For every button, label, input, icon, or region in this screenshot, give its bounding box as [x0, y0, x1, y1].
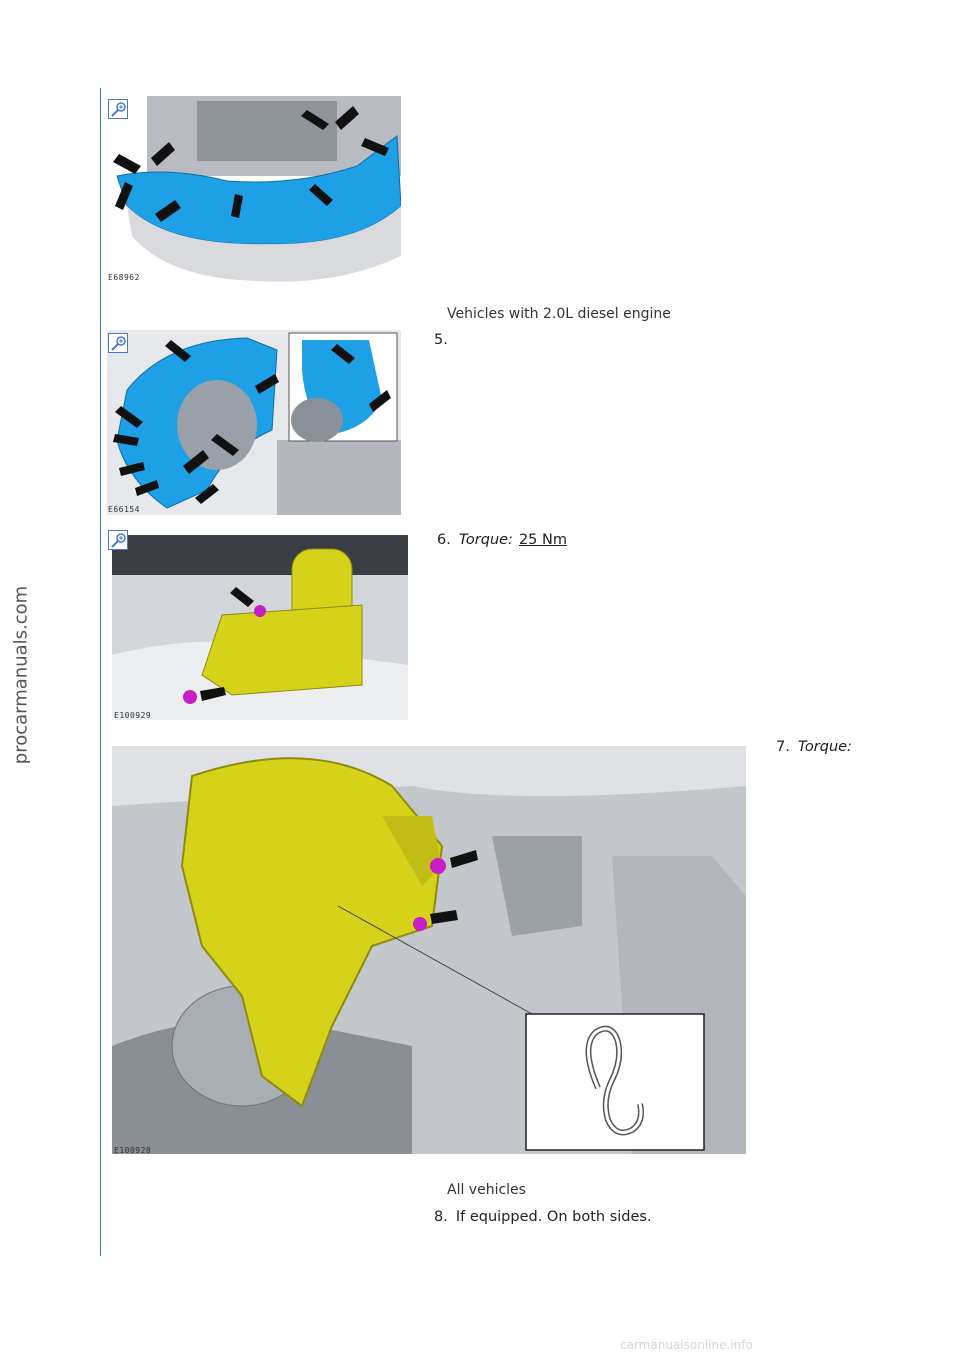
- figure-e68962: [107, 96, 401, 286]
- footer-watermark: carmanualsonline.info: [620, 1338, 753, 1352]
- figure-code: E100928: [114, 1146, 152, 1155]
- step-6: 6. Torque: 25 Nm: [437, 532, 567, 548]
- splash-shield-illustration: [107, 96, 401, 286]
- sidebar-watermark: procarmanuals.com: [10, 585, 32, 765]
- torque-value-link[interactable]: 25 Nm: [518, 532, 567, 548]
- figure-e100928: [112, 746, 746, 1154]
- note-diesel: Vehicles with 2.0L diesel engine: [447, 306, 671, 322]
- zoom-icon[interactable]: [108, 530, 128, 550]
- heat-shield-bracket-illustration: [112, 746, 746, 1154]
- transfer-unit-illustration: [112, 535, 408, 720]
- step-7: 7. Torque:: [776, 739, 852, 755]
- figure-e100929: [112, 535, 408, 720]
- figure-code: E66154: [108, 505, 140, 514]
- zoom-icon[interactable]: [108, 333, 128, 353]
- note-all-vehicles: All vehicles: [447, 1182, 526, 1198]
- figure-e66154: [107, 330, 401, 515]
- figure-code: E100929: [114, 711, 152, 720]
- left-rule: [100, 88, 101, 1256]
- step-5: 5.: [434, 332, 448, 348]
- figure-code: E68962: [108, 273, 140, 282]
- zoom-icon[interactable]: [108, 99, 128, 119]
- wheel-arch-liner-illustration: [107, 330, 401, 515]
- step-8: 8. If equipped. On both sides.: [434, 1209, 652, 1225]
